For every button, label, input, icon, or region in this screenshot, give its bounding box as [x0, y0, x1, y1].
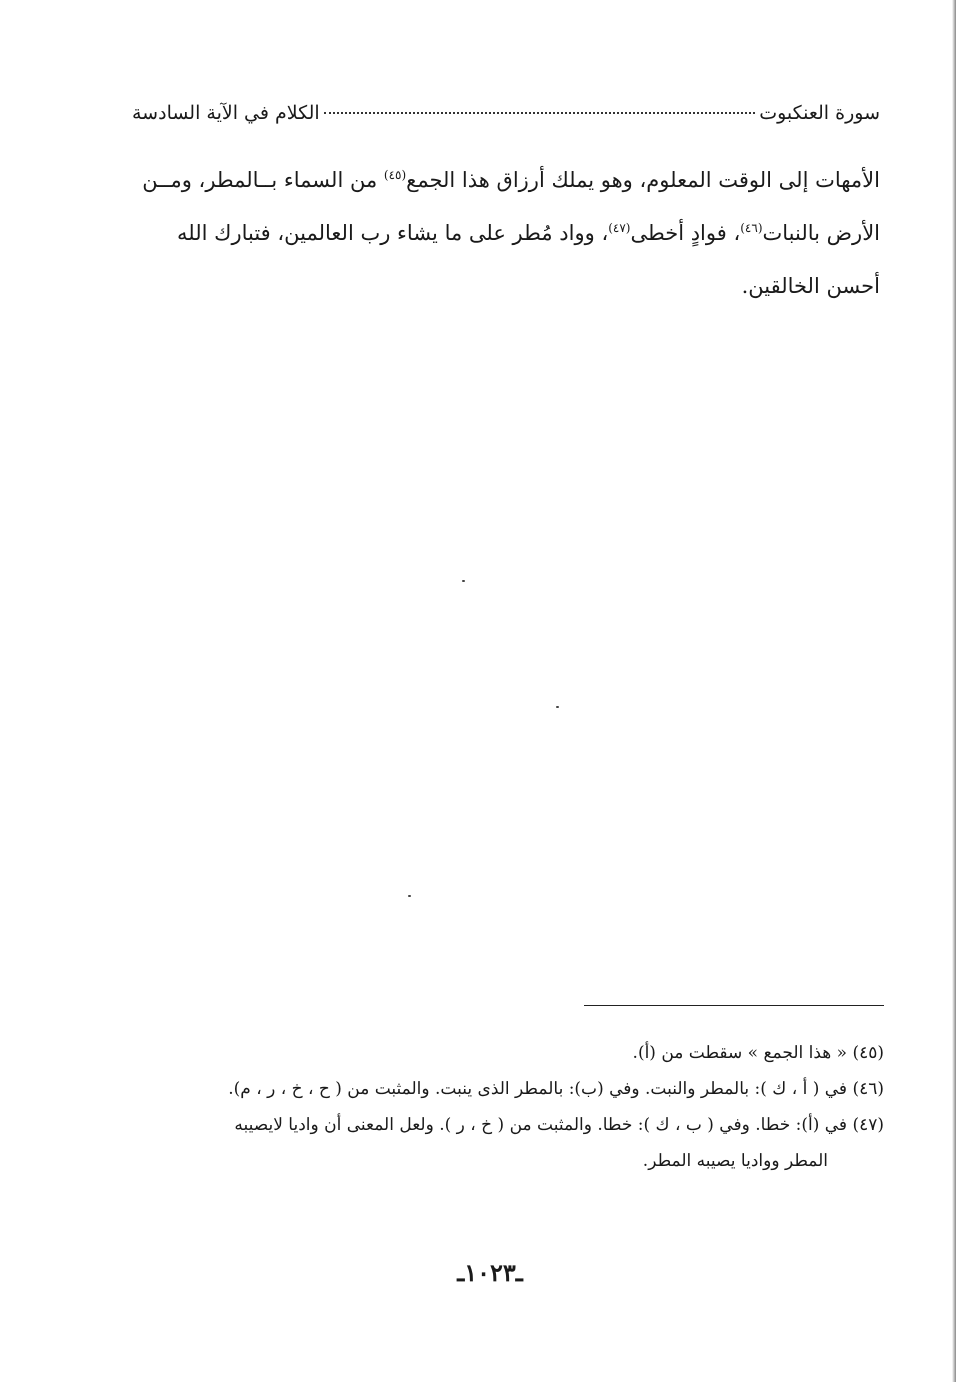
body-line-1-part-a: الأمهات إلى الوقت المعلوم، وهو يملك أرزاق هذا الجمع: [406, 168, 880, 192]
footnote-46: (٤٦) في ( أ ، ك ): بالمطر والنبت. وفي (ب): بالمطر الذى ينبت. والمثبت من ( ح ، خ ، ر ، م).: [228, 1079, 884, 1099]
header-section-title: الكلام في الآية السادسة: [132, 102, 320, 124]
body-line-2: [132, 207, 880, 260]
body-line-2-part-b: ، فوادٍ أخطى: [630, 221, 741, 245]
main-text: [132, 154, 880, 313]
running-header: [132, 102, 880, 132]
page-number: ـ١٠٢٣ـ: [457, 1258, 523, 1287]
header-surah-title: سورة العنكبوت: [759, 102, 880, 124]
footnote-separator: [584, 1005, 884, 1006]
body-line-1-part-b: من السماء بــالمطر، ومــن: [142, 168, 384, 192]
body-line-2-part-a: الأرض بالنبات: [762, 221, 880, 245]
footnote-ref-46: (٤٦): [740, 221, 763, 235]
scan-speck: [462, 580, 465, 582]
footnote-ref-45: (٤٥): [383, 168, 407, 182]
footnote-47-continuation: المطر وواديا يصيبه المطر.: [642, 1151, 828, 1171]
body-line-1: [132, 154, 880, 207]
footnote-ref-47: (٤٧): [608, 221, 631, 235]
footnotes: [132, 1035, 884, 1179]
scan-speck: [556, 706, 559, 708]
scan-speck: [408, 895, 411, 897]
footnote-47: (٤٧) في (أ): خطا. وفي ( ب ، ك ): خطا. والمثبت من ( خ ، ر ). ولعل المعنى أن واديا لايصيبه: [234, 1115, 884, 1135]
body-line-3: أحسن الخالقين.: [741, 274, 880, 298]
page-edge-shadow: [952, 0, 956, 1382]
body-line-2-part-c: ، وواد مُطر على ما يشاء رب العالمين، فتبارك الله: [177, 221, 609, 245]
footnote-45: (٤٥) « هذا الجمع » سقطت من (أ).: [632, 1043, 884, 1063]
header-dot-leader: [324, 112, 756, 114]
